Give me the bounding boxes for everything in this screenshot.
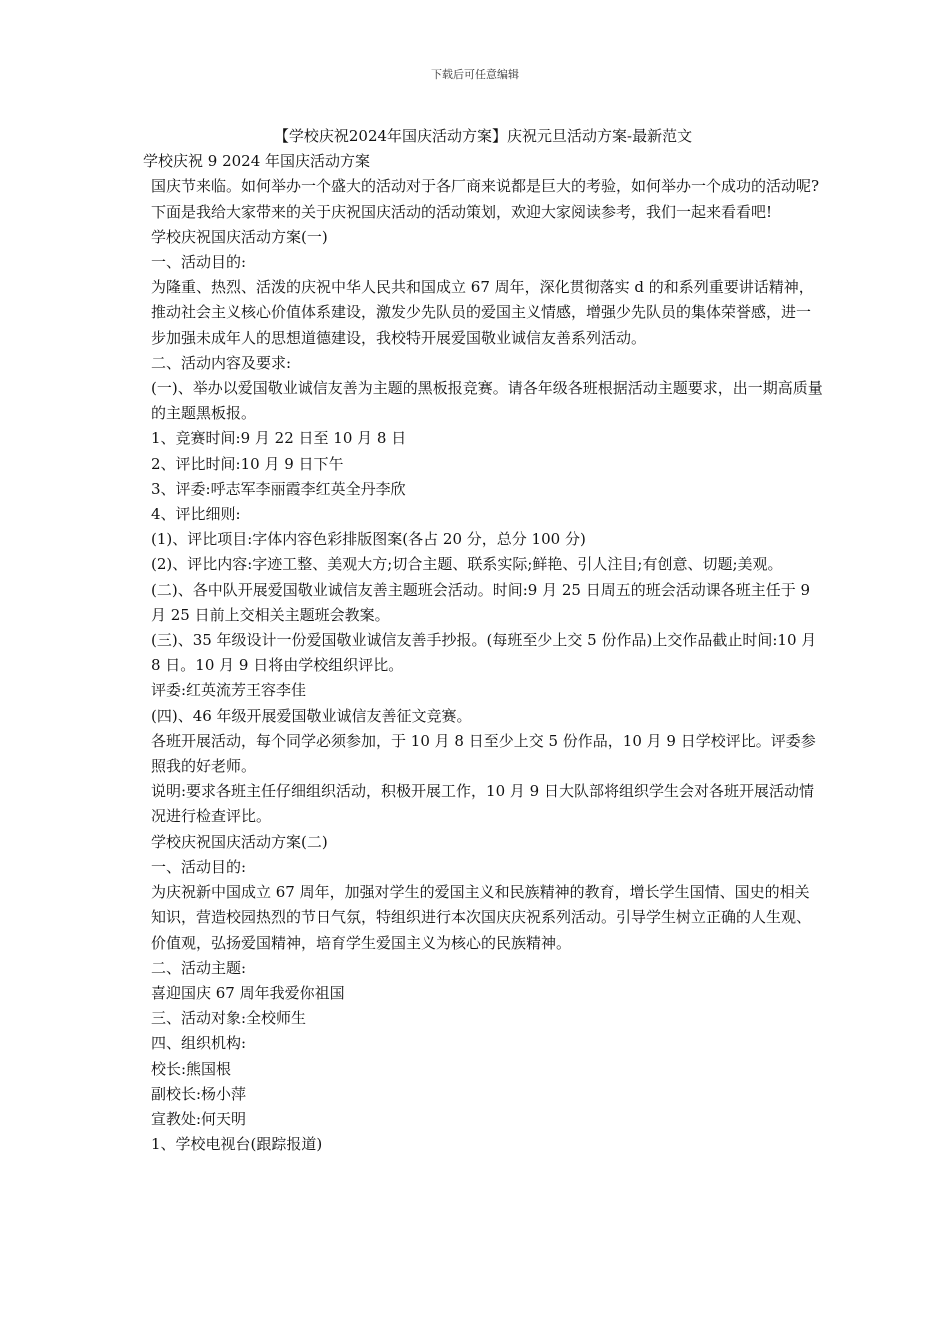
paragraph: 4、评比细则: bbox=[151, 505, 241, 524]
paragraph: (三)、35 年级设计一份爱国敬业诚信友善手抄报。(每班至少上交 5 份作品)上交作品截止时间:10 月 8 日。10 月 9 日将由学校组织评比。 bbox=[151, 631, 817, 675]
paragraph: 国庆节来临。如何举办一个盛大的活动对于各厂商来说都是巨大的考验，如何举办一个成功的活动呢?下面是我给大家带来的关于庆祝国庆活动的活动策划，欢迎大家阅读参考，我们一起来看看吧! bbox=[151, 177, 820, 221]
paragraph: 说明:要求各班主任仔细组织活动，积极开展工作，10 月 9 日大队部将组织学生会对各班开展活动情况进行检查评比。 bbox=[151, 782, 814, 826]
paragraph: 为庆祝新中国成立 67 周年，加强对学生的爱国主义和民族精神的教育，增长学生国情、国史的相关知识，营造校园热烈的节日气氛，特组织进行本次国庆庆祝系列活动。引导学生树立正确的人生观、价值观，弘扬爱国精神，培育学生爱国主义为核心的民族精神。 bbox=[151, 883, 812, 952]
paragraph: 喜迎国庆 67 周年我爱你祖国 bbox=[151, 983, 345, 1002]
paragraph: (2)、评比内容:字迹工整、美观大方;切合主题、联系实际;鲜艳、引人注目;有创意、切题;美观。 bbox=[151, 555, 783, 574]
paragraph: 一、活动目的: bbox=[151, 857, 247, 876]
paragraph: 各班开展活动，每个同学必须参加，于 10 月 8 日至少上交 5 份作品，10 月 9 日学校评比。评委参照我的好老师。 bbox=[151, 731, 816, 776]
paragraph: (二)、各中队开展爱国敬业诚信友善主题班会活动。时间:9 月 25 日周五的班会活动课各班主任于 9 月 25 日前上交相关主题班会教案。 bbox=[151, 580, 811, 624]
paragraph: 三、活动对象:全校师生 bbox=[151, 1009, 307, 1028]
paragraph: (一)、举办以爱国敬业诚信友善为主题的黑板报竞赛。请各年级各班根据活动主题要求，出一期高质量的主题黑板报。 bbox=[151, 379, 823, 423]
paragraph: 评委:红英流芳王容李佳 bbox=[151, 681, 307, 700]
paragraph: 四、组织机构: bbox=[151, 1034, 247, 1053]
paragraph: 二、活动内容及要求: bbox=[151, 353, 292, 372]
document-subtitle: 学校庆祝 9 2024 年国庆活动方案 bbox=[143, 152, 371, 171]
paragraph: 二、活动主题: bbox=[151, 958, 247, 977]
paragraph: 学校庆祝国庆活动方案(一) bbox=[151, 227, 328, 246]
paragraph: 为隆重、热烈、活泼的庆祝中华人民共和国成立 67 周年，深化贯彻落实 d 的和系列重要讲话精神，推动社会主义核心价值体系建设，激发少先队员的爱国主义情感，增强少先队员的集体荣誉感，进一步加强未成年人的思想道德建设，我校特开展爱国敬业诚信友善系列活动。 bbox=[151, 278, 814, 347]
page-header-note: 下载后可任意编辑 bbox=[431, 68, 519, 81]
paragraph: 1、竞赛时间:9 月 22 日至 10 月 8 日 bbox=[151, 429, 407, 448]
paragraph: 校长:熊国根 bbox=[151, 1059, 232, 1078]
paragraph: (1)、评比项目:字体内容色彩排版图案(各占 20 分，总分 100 分) bbox=[151, 530, 586, 549]
paragraph: (四)、46 年级开展爱国敬业诚信友善征文竞赛。 bbox=[151, 706, 472, 725]
document-body bbox=[143, 124, 823, 1157]
document-title: 【学校庆祝2024年国庆活动方案】庆祝元旦活动方案-最新范文 bbox=[273, 127, 693, 145]
paragraph: 副校长:杨小萍 bbox=[151, 1084, 247, 1103]
paragraph: 学校庆祝国庆活动方案(二) bbox=[151, 832, 328, 851]
paragraph: 一、活动目的: bbox=[151, 253, 247, 272]
paragraph: 1、学校电视台(跟踪报道) bbox=[151, 1135, 323, 1154]
paragraph: 宣教处:何天明 bbox=[151, 1109, 247, 1128]
paragraph-list bbox=[143, 174, 823, 1157]
paragraph: 3、评委:呼志军李丽霞李红英全丹李欣 bbox=[151, 479, 406, 498]
paragraph: 2、评比时间:10 月 9 日下午 bbox=[151, 454, 344, 473]
